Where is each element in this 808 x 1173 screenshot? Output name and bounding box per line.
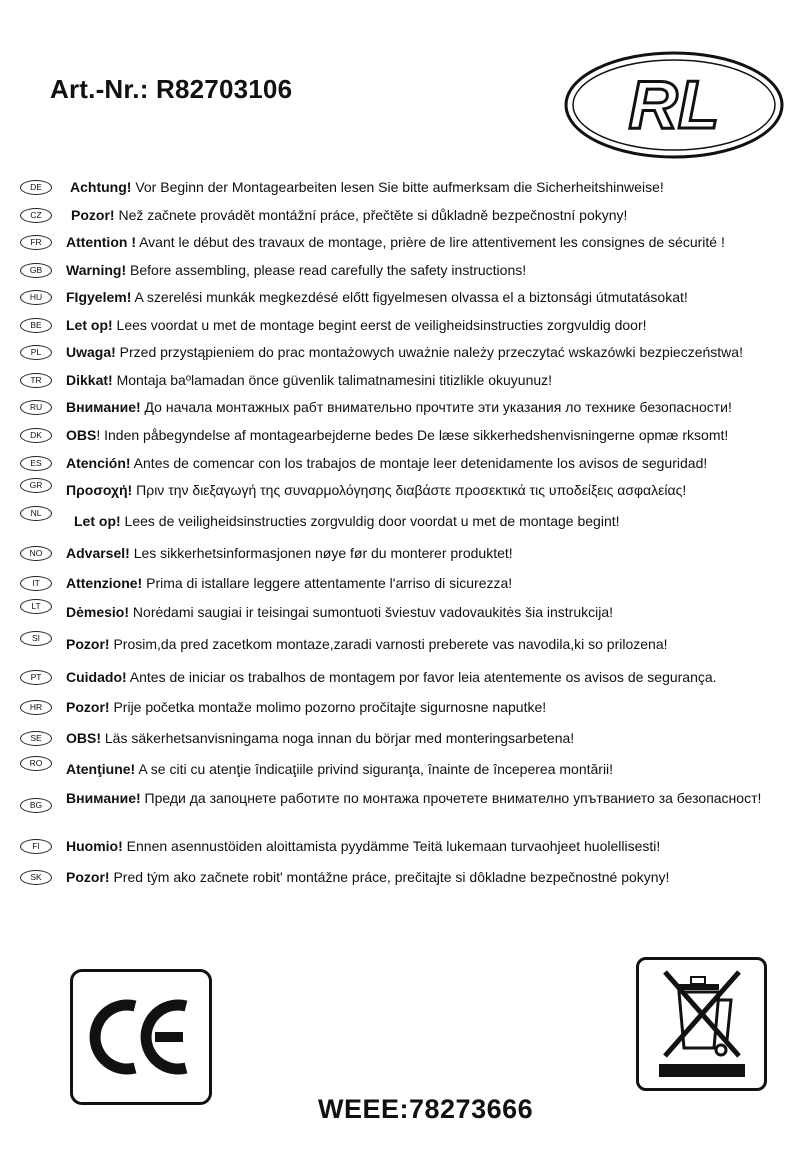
warning-text xyxy=(66,233,790,251)
warning-body: Before assembling, please read carefully the safety instructions! xyxy=(126,262,527,278)
language-code-badge: LT xyxy=(20,599,52,614)
warning-body: Prosim,da pred zacetkom montaze,zaradi varnosti preberete vas navodila,ki so prilozena! xyxy=(109,636,668,652)
language-code-badge: BE xyxy=(20,318,52,333)
language-code-badge: ES xyxy=(20,456,52,471)
article-number-title: Art.-Nr.: R82703106 xyxy=(50,74,293,104)
language-code-badge: FR xyxy=(20,235,52,250)
warning-lead: Advarsel! xyxy=(66,545,130,561)
warning-body: Läs säkerhetsanvisningama noga innan du börjar med monteringsarbetena! xyxy=(101,730,575,746)
weee-symbol xyxy=(636,957,767,1091)
warning-lead: Let op! xyxy=(66,317,113,333)
language-code-badge: PL xyxy=(20,345,52,360)
language-code-badge: IT xyxy=(20,576,52,591)
warning-row-sk xyxy=(20,868,790,890)
language-code-badge: GB xyxy=(20,263,52,278)
warning-row-pt xyxy=(20,668,790,690)
warning-lead: Uwaga! xyxy=(66,344,116,360)
warning-row-dk xyxy=(20,426,790,448)
warning-lead: Achtung! xyxy=(70,179,132,195)
rl-logo xyxy=(563,50,785,160)
language-code-badge: SE xyxy=(20,731,52,746)
language-code-badge: SK xyxy=(20,870,52,885)
language-code-badge: PT xyxy=(20,670,52,685)
warning-body: Avant le début des travaux de montage, prière de lire attentivement les consignes de sécurité ! xyxy=(135,234,725,250)
warning-text xyxy=(74,512,790,530)
warning-text xyxy=(66,343,790,361)
language-code-badge: FI xyxy=(20,839,52,854)
language-code-badge: RU xyxy=(20,400,52,415)
warning-row-tr xyxy=(20,371,790,393)
warning-row-se xyxy=(20,729,790,751)
warning-body: Než začnete provádět montážní práce, přečtěte si důkladně bezpečnostní pokyny! xyxy=(114,207,628,223)
language-code-badge: DE xyxy=(20,180,52,195)
warning-body: Преди да запоцнете работите по монтажа прочетете внимателно упътванието за безопасност! xyxy=(140,790,762,806)
weee-registration: WEEE:78273666 xyxy=(318,1094,534,1124)
warning-row-nl xyxy=(20,508,790,534)
warning-lead: Atención! xyxy=(66,455,131,471)
warning-row-pl xyxy=(20,343,790,365)
warning-body: ! Inden påbegyndelse af montagearbejderne bedes De læse sikkerhedshenvisningerne opmæ rksomt! xyxy=(96,427,729,443)
ce-mark xyxy=(70,969,212,1105)
warning-body: Montaja baºlamadan önce güvenlik talimatnamesini titizlikle okuyunuz! xyxy=(112,372,553,388)
warning-text xyxy=(66,261,790,279)
warning-lead: Cuidado! xyxy=(66,669,127,685)
warning-body: A szerelési munkák megkezdésé előtt figyelmesen olvassa el a biztonsági útmutatásokat! xyxy=(131,289,688,305)
crossed-out-bin-icon xyxy=(639,960,764,1088)
warning-body: Lees voordat u met de montage begint eerst de veiligheidsinstructies zorgvuldig door! xyxy=(112,317,647,333)
warning-text xyxy=(66,371,790,389)
warning-text xyxy=(66,398,790,416)
warning-text xyxy=(66,668,790,686)
warning-lead: Pozor! xyxy=(66,869,110,885)
warning-text xyxy=(66,316,790,334)
warning-body: Przed przystąpieniem do prac montażowych uważnie należy przeczytać wskazówki bezpieczeństwa! xyxy=(115,344,743,360)
warning-row-lt xyxy=(20,603,790,625)
warning-lead: Attenzione! xyxy=(66,575,143,591)
warning-lead: Pozor! xyxy=(66,699,110,715)
warning-lead: OBS! xyxy=(66,730,101,746)
ce-mark-icon xyxy=(73,972,209,1102)
warning-text xyxy=(66,760,790,778)
warning-body: Vor Beginn der Montagearbeiten lesen Sie bitte aufmerksam die Sicherheitshinweise! xyxy=(131,179,664,195)
language-code-badge: DK xyxy=(20,428,52,443)
language-code-badge: NO xyxy=(20,546,52,561)
warning-row-hr xyxy=(20,698,790,720)
warning-lead: Внимание! xyxy=(66,790,141,806)
warning-row-ru xyxy=(20,398,790,420)
language-code-badge: HU xyxy=(20,290,52,305)
warning-lead: Attention ! xyxy=(66,234,136,250)
language-code-badge: TR xyxy=(20,373,52,388)
warning-lead: Atenţiune! xyxy=(66,761,136,777)
warning-text xyxy=(66,698,790,716)
warning-row-gr xyxy=(20,481,790,503)
warning-text xyxy=(66,790,790,807)
language-code-badge: BG xyxy=(20,798,52,813)
warning-row-no xyxy=(20,544,790,566)
warning-row-fi xyxy=(20,837,790,859)
warning-text xyxy=(71,206,790,224)
warning-lead: Προσοχή! xyxy=(66,482,133,498)
warning-lead: Huomio! xyxy=(66,838,123,854)
warning-text xyxy=(66,454,790,472)
warning-lead: Let op! xyxy=(74,513,121,529)
warning-text xyxy=(66,426,790,444)
warning-row-de xyxy=(20,178,790,200)
warning-lead: Внимание! xyxy=(66,399,141,415)
language-code-badge: GR xyxy=(20,478,52,493)
warning-row-it xyxy=(20,574,790,596)
warning-lead: Warning! xyxy=(66,262,127,278)
warning-row-bg xyxy=(20,790,790,812)
warning-text xyxy=(66,574,790,592)
warning-row-be xyxy=(20,316,790,338)
warning-row-si xyxy=(20,635,790,657)
warning-lead: OBS xyxy=(66,427,97,443)
warning-text xyxy=(66,481,790,499)
language-code-badge: HR xyxy=(20,700,52,715)
warning-row-cz xyxy=(20,206,790,228)
warning-lead: Pozor! xyxy=(66,636,110,652)
language-code-badge: RO xyxy=(20,756,52,771)
warning-body: Prije početka montaže molimo pozorno pročitajte sigurnosne naputke! xyxy=(109,699,547,715)
warning-text xyxy=(66,729,790,747)
warning-text xyxy=(66,635,790,653)
warning-lead: Dėmesio! xyxy=(66,604,130,620)
language-code-badge: SI xyxy=(20,631,52,646)
warning-body: Les sikkerhetsinformasjonen nøye før du monterer produktet! xyxy=(129,545,513,561)
warning-body: Antes de comencar con los trabajos de montaje leer detenidamente los avisos de seguridad! xyxy=(130,455,708,471)
language-code-badge: NL xyxy=(20,506,52,521)
warning-row-hu xyxy=(20,288,790,310)
warning-lead: Pozor! xyxy=(71,207,115,223)
warning-body: Ennen asennustöiden aloittamista pyydämme Teitä lukemaan turvaohjeet huolellisesti! xyxy=(122,838,661,854)
warning-text xyxy=(66,837,790,855)
warning-row-es xyxy=(20,454,790,476)
warning-body: Πριν την διεξαγωγή της συναρμολόγησης διαβάστε προσεκτικά τις υποδείξεις ασφαλείας! xyxy=(132,482,687,498)
warning-body: A se citi cu atenţie îndicaţiile privind siguranţa, înainte de începerea montării! xyxy=(135,761,614,777)
warning-body: Pred tým ako začnete robit' montážne práce, prečitajte si dôkladne bezpečnostné pokyny! xyxy=(109,869,670,885)
warning-body: Norėdami saugiai ir teisingai sumontuoti šviestuv vadovaukitės šia instrukcija! xyxy=(129,604,614,620)
warning-lead: FIgyelem! xyxy=(66,289,132,305)
warning-text xyxy=(66,544,790,562)
warning-body: До начала монтажных рабт внимательно прочтите эти указания ло технике безопасности! xyxy=(140,399,732,415)
warning-body: Prima di istallare leggere attentamente l'arriso di sicurezza! xyxy=(142,575,513,591)
warning-lead: Dikkat! xyxy=(66,372,113,388)
warning-row-ro xyxy=(20,760,790,782)
warning-text xyxy=(66,868,790,886)
warning-row-fr xyxy=(20,233,790,255)
warning-text xyxy=(66,288,790,306)
warning-body: Antes de iniciar os trabalhos de montagem por favor leia atentemente os avisos de segurança. xyxy=(126,669,717,685)
warning-row-gb xyxy=(20,261,790,283)
warning-text xyxy=(70,178,790,196)
warning-text xyxy=(66,603,790,621)
warning-body: Lees de veiligheidsinstructies zorgvuldig door voordat u met de montage begint! xyxy=(120,513,620,529)
logo-text: RL xyxy=(628,67,720,143)
language-code-badge: CZ xyxy=(20,208,52,223)
